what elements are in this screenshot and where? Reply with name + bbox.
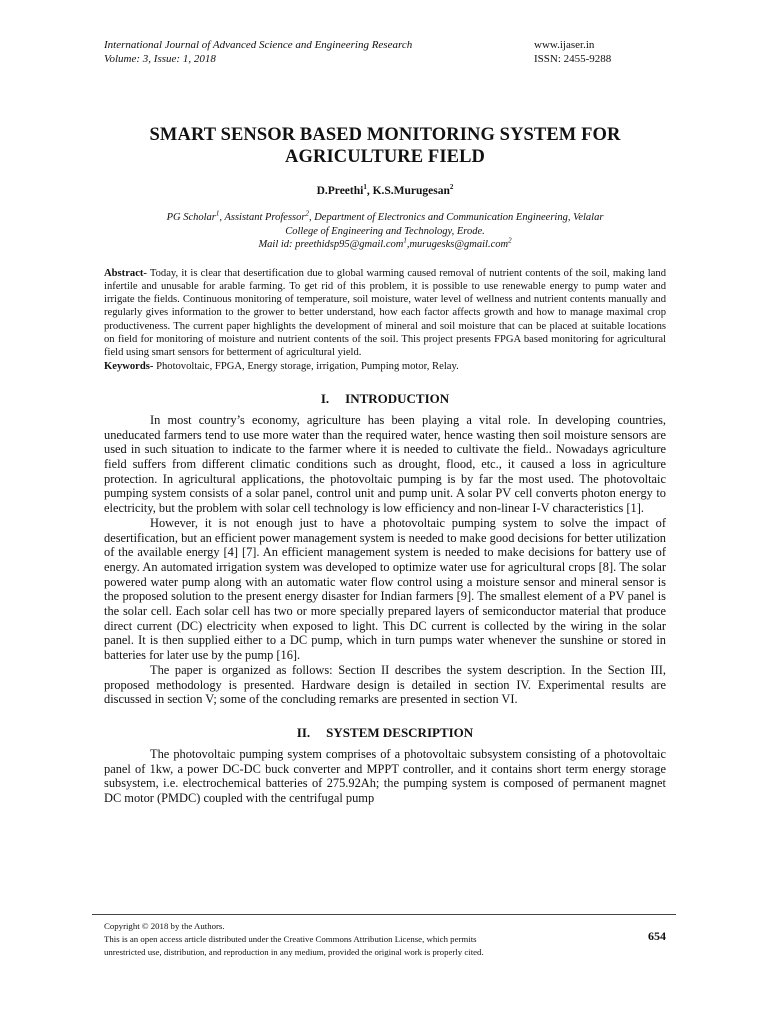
mail-2-sup: 2 <box>508 236 512 245</box>
page-footer <box>104 920 666 959</box>
affiliation-mail <box>104 238 666 252</box>
journal-name: International Journal of Advanced Science and Engineering Research <box>104 39 413 51</box>
paper-title <box>104 124 666 168</box>
footer-divider <box>92 914 676 915</box>
mail-1-sup: 1 <box>403 236 407 245</box>
affiliation <box>104 211 666 252</box>
page-number: 654 <box>648 929 666 943</box>
role-1: PG Scholar <box>166 212 216 223</box>
keywords <box>104 360 666 373</box>
affiliation-line-1 <box>104 211 666 225</box>
role-1-sup: 1 <box>215 209 220 218</box>
footer-license-line-1: This is an open access article distributed under the Creative Commons Attribution License, which permits <box>104 934 477 944</box>
department: , Department of Electronics and Communication Engineering, Velalar <box>308 212 604 223</box>
section-heading-introduction <box>104 391 666 407</box>
keywords-label: Keywords- <box>104 360 154 372</box>
paper-title-line-1: SMART SENSOR BASED MONITORING SYSTEM FOR <box>149 125 621 145</box>
keywords-text: Photovoltaic, FPGA, Energy storage, irrigation, Pumping motor, Relay. <box>153 360 459 372</box>
section-title: SYSTEM DESCRIPTION <box>326 724 474 740</box>
abstract-label: Abstract- <box>104 267 147 279</box>
journal-website[interactable]: www.ijaser.in <box>534 39 595 51</box>
mail-1[interactable]: Mail id: preethidsp95@gmail.com <box>258 239 404 250</box>
paper-page <box>104 38 666 806</box>
paragraph: The photovoltaic pumping system comprises of a photovoltaic subsystem consisting of a photovoltaic panel of 1kw, a power DC-DC buck converter and MPPT controller, and it contains short term energy storage subsystem, i.e. electrochemical batteries of 275.92Ah; the pumping system is composed of permanent magnet DC motor (PMDC) coupled with the centrifugal pump <box>104 746 666 806</box>
journal-header <box>104 38 666 70</box>
author-2-sup: 2 <box>449 183 454 192</box>
author-1: D.Preethi <box>316 185 364 197</box>
journal-issn: ISSN: 2455-9288 <box>534 53 612 65</box>
author-separator: , <box>366 185 373 197</box>
footer-copyright: Copyright © 2018 by the Authors. <box>104 921 225 931</box>
mail-2[interactable]: ,murugesks@gmail.com <box>406 239 509 250</box>
section-number: II. <box>296 724 311 740</box>
paragraph: The paper is organized as follows: Section II describes the system description. In the Section III, proposed methodology is presented. Hardware design is detailed in section IV. Experimental results are discussed in section V; some of the concluding remarks are presented in section VI. <box>104 662 666 707</box>
role-2: , Assistant Professor <box>219 212 306 223</box>
paper-title-line-2: AGRICULTURE FIELD <box>285 147 485 167</box>
section-number: I. <box>320 390 330 406</box>
affiliation-college: College of Engineering and Technology, Erode. <box>285 225 485 237</box>
section-title: INTRODUCTION <box>345 390 450 406</box>
paragraph: However, it is not enough just to have a photovoltaic pumping system to solve the impact of desertification, but an efficient power management system is needed to make good decisions for better utilization of the available energy [4] [7]. An efficient management system is needed to make decisions for battery use of energy. An automated irrigation system was developed to optimize water use for agricultural crops [8]. The solar powered water pump along with an automatic water flow control using a moisture sensor and mineral sensor is the proposed solution to the present energy disaster for Indian farmers [9]. The smallest element of a PV panel is the solar cell. Each solar cell has two or more specially prepared layers of semiconductor material that produce direct current (DC) electricity when exposed to light. This DC current is collected by the wiring in the solar panel. It is then supplied either to a DC pump, which in turn pumps water whenever the sunshine or stored in batteries for later use by the pump [16]. <box>104 515 666 663</box>
author-2: K.S.Murugesan <box>372 185 450 197</box>
journal-info <box>104 38 412 70</box>
author-1-sup: 1 <box>363 183 367 192</box>
section-heading-system-description <box>104 725 666 741</box>
abstract <box>104 267 666 360</box>
footer-license-line-2: unrestricted use, distribution, and reproduction in any medium, provided the original work is properly cited. <box>104 947 484 957</box>
author-list <box>104 184 666 198</box>
role-2-sup: 2 <box>305 209 309 218</box>
journal-ids <box>534 38 666 70</box>
abstract-text: Today, it is clear that desertification due to global warming caused removal of nutrient contents of the soil, making land infertile and unusable for arable farming. To get rid of this problem, it is possible to use renewable energy to pump water and irrigate the fields. Continuous monitoring of temperature, soil moisture, water level of wellness and nutrient contents manually and regularly gives information to the grower to better understand, how each factor affects growth and how to manage maximal crop productiveness. The current paper highlights the development of mineral and soil moisture that can be placed at suitable locations on field for monitoring of moisture and nutrient contents of the soil. This project presents FPGA based monitoring for agricultural field using smart sensors for betterment of agricultural yield. <box>104 267 666 359</box>
paragraph: In most country’s economy, agriculture has been playing a vital role. In developing countries, uneducated farmers tend to use more water than the required water, hence wasting then soil moisture sensors are used in such situation to indicate to the farmer where it is needed to cultivate the field.. Nowadays agriculture field suffers from different climatic conditions such as drought, flood, etc., it caused a loss in agriculture protection. In agricultural applications, the photovoltaic pumping is by far the most used. The photovoltaic pumping system consists of a solar panel, control unit and pump unit. A solar PV cell converts photon energy to electricity, but the problem with solar cell technology is low efficiency and non-linear I-V characteristics [1]. <box>104 412 666 516</box>
journal-volume: Volume: 3, Issue: 1, 2018 <box>104 53 216 65</box>
